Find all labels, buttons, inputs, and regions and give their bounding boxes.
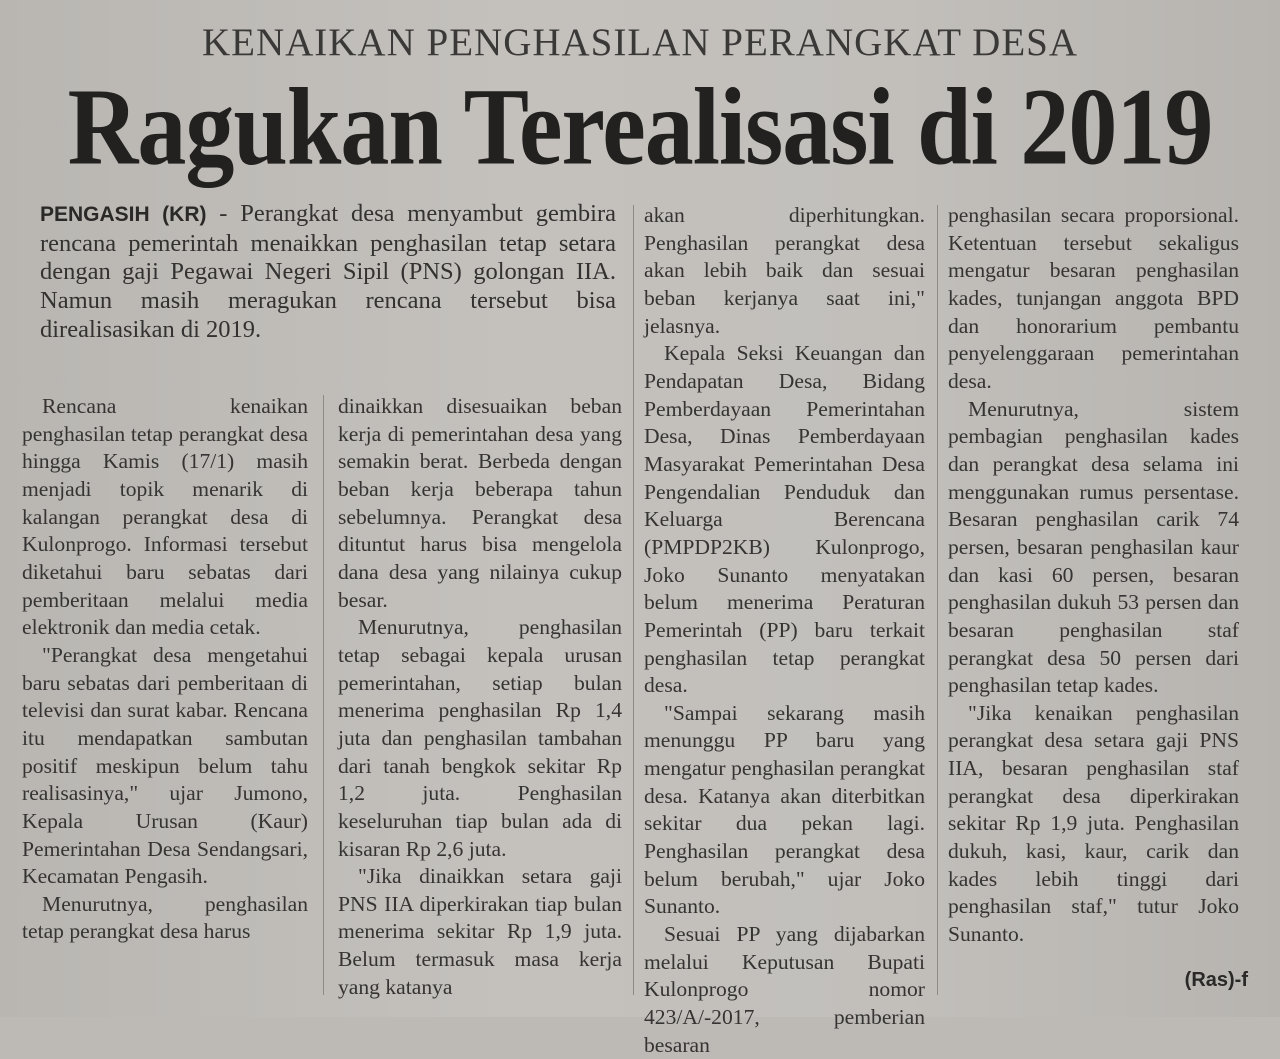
text-column-2 (338, 393, 622, 1001)
article-lead (40, 200, 616, 345)
article-headline: Ragukan Terealisasi di 2019 (67, 67, 1213, 189)
paragraph: dinaikkan disesuaikan beban kerja di pemerintahan desa yang semakin berat. Berbeda dengan beban kerja beberapa tahun sebelumnya. Perangkat desa dituntut harus bisa mengelola dana desa yang nilainya cukup besar. (338, 394, 622, 612)
lead-text: - Perangkat desa menyambut gembira rencana pemerintah menaikkan penghasilan tetap setara dengan gaji Pegawai Negeri Sipil (PNS) golongan IIA. Namun masih meragukan rencana tersebut bisa direalisasikan di 2019. (40, 200, 616, 343)
paragraph: "Sampai sekarang masih menunggu PP baru yang mengatur penghasilan perangkat desa. Katanya akan diterbitkan sekitar dua pekan lagi. Penghasilan perangkat desa belum berubah," ujar Joko Sunanto. (644, 700, 925, 919)
text-column-1 (22, 393, 308, 946)
column-divider (633, 205, 634, 995)
paragraph: Menurutnya, sistem pembagian penghasilan kades dan perangkat desa selama ini menggunakan rumus persentase. Besaran penghasilan carik 74 persen, besaran penghasilan kaur dan kasi 60 persen, besaran penghasilan dukuh 53 persen dan besaran penghasilan staf perangkat desa 50 persen dari penghasilan tetap kades. (948, 396, 1239, 698)
paragraph: akan diperhitungkan. Penghasilan perangkat desa akan lebih baik dan sesuai beban kerjanya saat ini," jelasnya. (644, 203, 925, 338)
paragraph: Kepala Seksi Keuangan dan Pendapatan Desa, Bidang Pemberdayaan Pemerintahan Desa, Dinas Pemberdayaan Masyarakat Pemerintahan Desa Pengendalian Penduduk dan Keluarga Berencana (PMPDP2KB) Kulonprogo, Joko Sunanto menyatakan belum menerima Peraturan Pemerintah (PP) baru terkait penghasilan tetap perangkat desa. (644, 341, 925, 698)
text-column-4 (948, 202, 1239, 949)
paragraph: Sesuai PP yang dijabarkan melalui Keputusan Bupati Kulonprogo nomor 423/A/-2017, pemberian besaran (644, 922, 925, 1057)
paragraph: penghasilan secara proporsional. Ketentuan tersebut sekaligus mengatur besaran penghasilan kades, tunjangan anggota BPD dan honorarium pembantu penyelenggaraan pemerintahan desa. (948, 203, 1239, 393)
paragraph: "Perangkat desa mengetahui baru sebatas dari pemberitaan di televisi dan surat kabar. Rencana itu mendapatkan sambutan positif meskipun belum tahu realisasinya," ujar Jumono, Kepala Urusan (Kaur) Pemerintahan Desa Sendangsari, Kecamatan Pengasih. (22, 642, 308, 889)
paragraph: Menurutnya, penghasilan tetap perangkat desa harus (22, 891, 308, 944)
paragraph: Rencana kenaikan penghasilan tetap perangkat desa hingga Kamis (17/1) masih menjadi topik menarik di kalangan perangkat desa di Kulonprogo. Informasi tersebut diketahui baru sebatas dari pemberitaan melalui media elektronik dan media cetak. (22, 394, 308, 640)
paragraph: Menurutnya, penghasilan tetap sebagai kepala urusan pemerintahan, setiap bulan menerima penghasilan Rp 1,4 juta dan penghasilan tambahan dari tanah bengkok sekitar Rp 1,2 juta. Penghasilan keseluruhan tiap bulan ada di kisaran Rp 2,6 juta. (338, 615, 622, 861)
author-signoff: (Ras)-f (1184, 969, 1248, 991)
column-divider (323, 395, 324, 995)
dateline: PENGASIH (KR) (40, 203, 207, 226)
paragraph: "Jika kenaikan penghasilan perangkat desa setara gaji PNS IIA, besaran penghasilan staf perangkat desa diperkirakan sekitar Rp 1,9 juta. Penghasilan dukuh, kasi, kaur, carik dan kades lebih tinggi dari penghasilan staf," tutur Joko Sunanto. (948, 700, 1239, 947)
column-divider (937, 205, 938, 995)
text-column-3 (644, 202, 925, 1059)
article-kicker: KENAIKAN PENGHASILAN PERANGKAT DESA (201, 21, 1079, 64)
paragraph: "Jika dinaikkan setara gaji PNS IIA diperkirakan tiap bulan menerima sekitar Rp 1,9 juta. Belum termasuk masa kerja yang katanya (338, 864, 622, 999)
